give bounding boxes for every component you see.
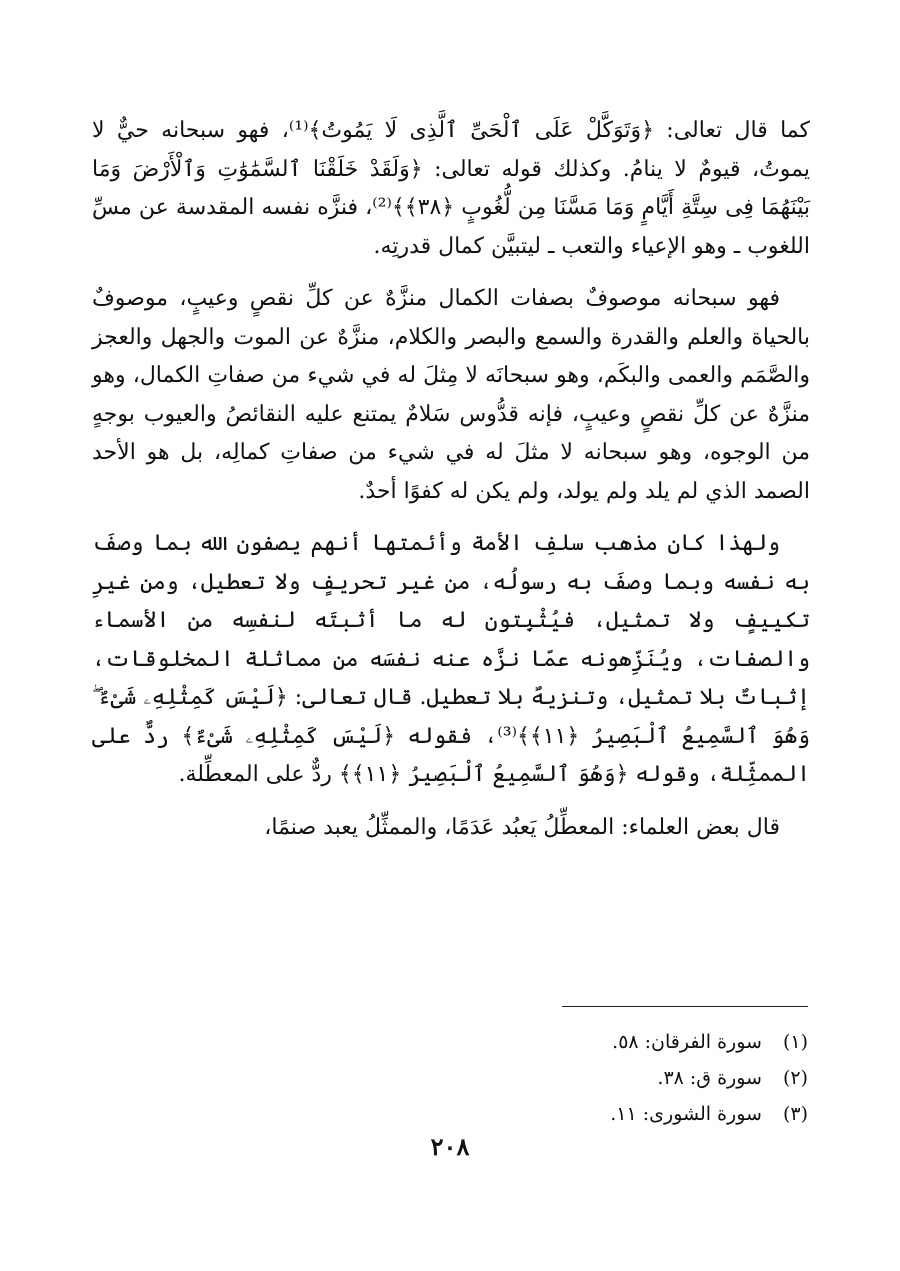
footnote-divider xyxy=(562,1006,808,1007)
footnote-text: سورة الفرقان: ٥٨. xyxy=(612,1031,762,1053)
footnote-text: سورة الشورى: ١١. xyxy=(610,1103,762,1125)
paragraph-1: كما قال تعالى: ﴿وَتَوَكَّلْ عَلَى ٱلْحَىِّ ٱلَّذِى لَا يَمُوتُ﴾⁽¹⁾، فهو سبحانه حيٌّ لا يموتُ، قيومٌ لا ينامُ. وكذلك قوله تعالى: ﴿وَلَقَدْ خَلَقْنَا ٱلسَّمَٰوَٰتِ وَٱلْأَرْضَ وَمَا بَيْنَهُمَا فِى سِتَّةِ أَيَّامٍ وَمَا مَسَّنَا مِن لُّغُوبٍ ﴿٣٨﴾﴾⁽²⁾، فنزَّه نفسه المقدسة عن مسِّ اللغوب ـ وهو الإعياء والتعب ـ ليتبيَّن كمال قدرتِه. xyxy=(92,118,810,259)
paragraph-3: ولهذا كان مذهب سلفِ الأمة وأئمتها أنهم يصفون الله بما وصفَ به نفسه وبما وصفَ به رسولُه، من غير تحريفٍ ولا تعطيل، ومن غيرِ تكييفٍ ولا تمثيل، فيُثْبِتون له ما أثبتَه لنفسِه من الأسماء والصفات، ويُنَزِّهونه عمّا نزَّه عنه نفسَه من مماثلة المخلوقات، إثباتٌ بلا تمثيل، وتنزيهٌ بلا تعطيل. قال تعالى: ﴿لَيْسَ كَمِثْلِهِۦ شَىْءٌ ۖ وَهُوَ ٱلسَّمِيعُ ٱلْبَصِيرُ ﴿١١﴾﴾⁽³⁾، فقوله ﴿لَيْسَ كَمِثْلِهِۦ شَىْءٌ﴾ ردٌّ على الممثِّلة، وقوله ﴿وَهُوَ ٱلسَّمِيعُ ٱلْبَصِيرُ ﴿١١﴾﴾ ردٌّ على المعطِّلة. xyxy=(92,531,810,787)
footnote-1 xyxy=(408,1024,808,1060)
page-number: ٢٠٨ xyxy=(430,1132,470,1161)
footnote-number: (٣) xyxy=(782,1103,808,1125)
paragraph-2: فهو سبحانه موصوفٌ بصفات الكمال منزَّهٌ عن كلِّ نقصٍ وعيبٍ، موصوفٌ بالحياة والعلم والقدرة والسمع والبصر والكلام، منزَّهٌ عن الموت والجهل والعجز والصَّمَم والعمى والبكَم، وهو سبحانَه لا مِثلَ له في شيء من صفاتِ الكمال، وهو منزَّهٌ عن كلِّ نقصٍ وعيبٍ، فإنه قدُّوس سَلامٌ يمتنع عليه النقائصُ والعيوب بوجهٍ من الوجوه، وهو سبحانه لا مثلَ له في شيء من صفاتِ كمالِه، بل هو الأحد الصمد الذي لم يلد ولم يولد، ولم يكن له كفوًا أحدٌ. xyxy=(92,286,810,504)
footnote-text: سورة ق: ٣٨. xyxy=(657,1067,762,1089)
footnote-number: (٢) xyxy=(782,1067,808,1089)
footnote-2 xyxy=(408,1060,808,1096)
footnote-number: (١) xyxy=(782,1031,808,1053)
footnotes xyxy=(408,1024,808,1132)
paragraph-4: قال بعض العلماء: المعطِّلُ يَعبُد عَدَمًا، والممثِّلُ يعبد صنمًا، xyxy=(264,814,780,840)
main-text xyxy=(92,112,810,861)
footnote-3 xyxy=(408,1096,808,1132)
